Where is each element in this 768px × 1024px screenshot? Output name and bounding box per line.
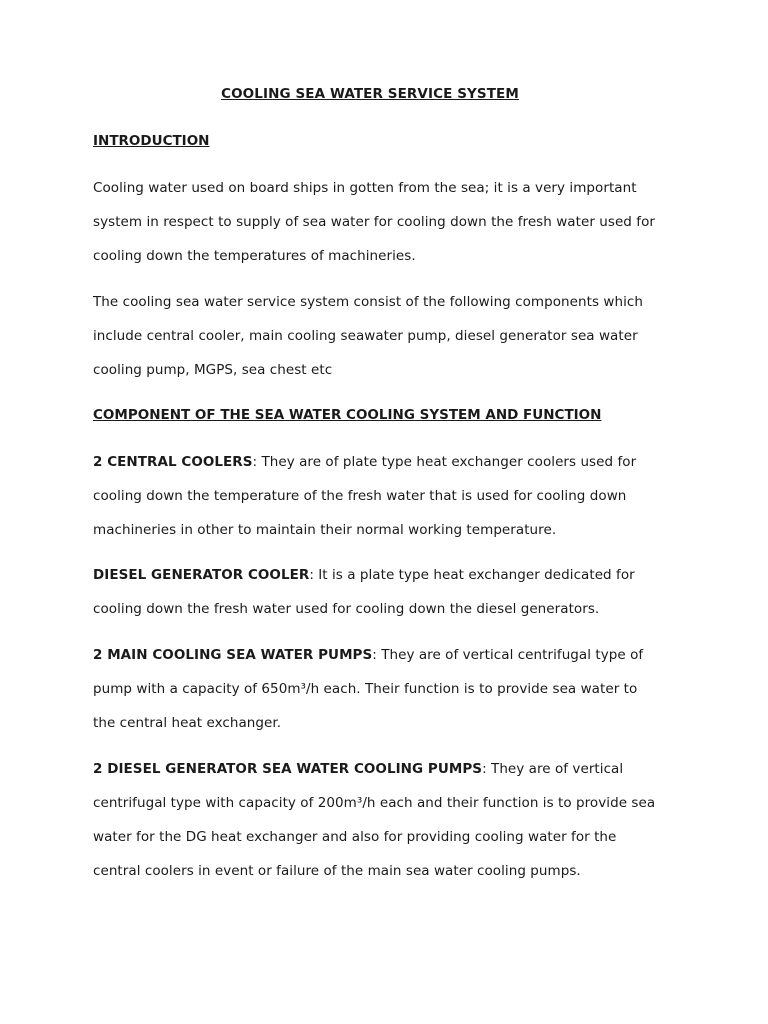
- component-text: : They are of plate type heat exchanger coolers used for: [252, 454, 637, 470]
- component-main-cooling-pumps: [93, 638, 683, 740]
- text-line: [93, 752, 683, 786]
- text-line: [93, 558, 683, 592]
- component-text: : They are of vertical: [482, 761, 624, 777]
- component-name: 2 CENTRAL COOLERS: [93, 454, 253, 470]
- text-line: Cooling water used on board ships in gotten from the sea; it is a very important: [93, 180, 637, 196]
- component-name: 2 MAIN COOLING SEA WATER PUMPS: [93, 647, 373, 663]
- intro-paragraph-2: [93, 285, 683, 387]
- text-line: cooling down the temperature of the fresh water that is used for cooling down: [93, 488, 627, 504]
- text-line: cooling down the temperatures of machineries.: [93, 248, 416, 264]
- introduction-heading: INTRODUCTION: [93, 133, 210, 149]
- component-dg-sea-water-pumps: [93, 752, 683, 888]
- text-line: central coolers in event or failure of the main sea water cooling pumps.: [93, 863, 581, 879]
- text-line: [93, 638, 683, 672]
- text-line: system in respect to supply of sea water for cooling down the fresh water used for: [93, 214, 655, 230]
- component-name: 2 DIESEL GENERATOR SEA WATER COOLING PUMPS: [93, 761, 483, 777]
- text-line: The cooling sea water service system consist of the following components which: [93, 294, 643, 310]
- document-title: COOLING SEA WATER SERVICE SYSTEM: [221, 86, 519, 102]
- text-line: include central cooler, main cooling seawater pump, diesel generator sea water: [93, 328, 638, 344]
- text-line: pump with a capacity of 650m³/h each. Their function is to provide sea water to: [93, 681, 638, 697]
- text-line: machineries in other to maintain their normal working temperature.: [93, 522, 557, 538]
- component-central-coolers: [93, 445, 683, 547]
- component-name: DIESEL GENERATOR COOLER: [93, 567, 310, 583]
- text-line: centrifugal type with capacity of 200m³/h each and their function is to provide sea: [93, 795, 656, 811]
- text-line: water for the DG heat exchanger and also for providing cooling water for the: [93, 829, 617, 845]
- text-line: cooling pump, MGPS, sea chest etc: [93, 362, 333, 378]
- intro-paragraph-1: [93, 171, 683, 273]
- component-heading: COMPONENT OF THE SEA WATER COOLING SYSTEM AND FUNCTION: [93, 407, 602, 423]
- component-diesel-generator-cooler: [93, 558, 683, 626]
- text-line: cooling down the fresh water used for cooling down the diesel generators.: [93, 601, 600, 617]
- component-text: : It is a plate type heat exchanger dedicated for: [309, 567, 635, 583]
- text-line: the central heat exchanger.: [93, 715, 282, 731]
- text-line: [93, 445, 683, 479]
- component-text: : They are of vertical centrifugal type of: [372, 647, 644, 663]
